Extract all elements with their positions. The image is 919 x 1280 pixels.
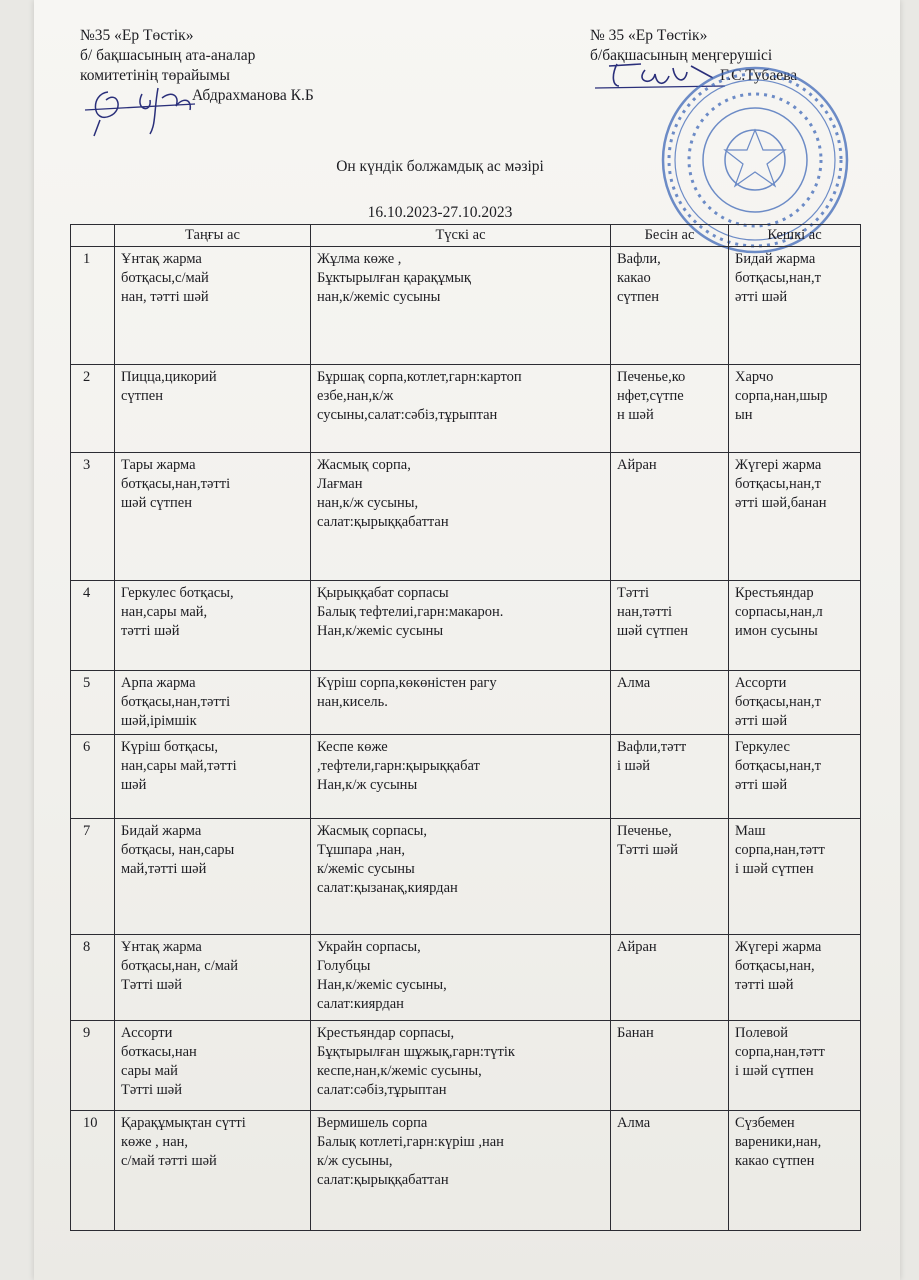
cell-dinner [729,247,861,365]
cell-lunch [311,819,611,935]
row-number: 4 [71,581,115,671]
cell-line: сусыны,салат:сәбіз,тұрыптан [317,407,498,423]
cell-dinner [729,581,861,671]
cell-line: і шәй сүтпен [735,861,814,877]
cell-line: Нан,к/жеміс сусыны, [317,977,447,993]
cell-line: сорпа,нан,шыр [735,388,828,404]
cell-line: ботқасы,нан,тәтті [121,476,231,492]
column-header-breakfast: Таңғы ас [115,225,311,247]
cell-line: сорпа,нан,тәтт [735,1044,825,1060]
cell-line: тәтті шәй [121,623,180,639]
cell-line: шәй сүтпен [121,495,192,511]
table-row [71,247,861,365]
cell-line: Тәтті шәй [121,1082,182,1098]
cell-line: салат:қырыққабаттан [317,514,449,530]
cell-line: әтті шәй,банан [735,495,827,511]
cell-line: н шәй [617,407,654,423]
cell-breakfast [115,819,311,935]
cell-line: боткасы,нан [121,1044,197,1060]
table-row [71,935,861,1021]
cell-line: салат:қызанақ,киярдан [317,880,458,896]
cell-line: ботқасы,нан, с/май [121,958,238,974]
cell-line: Тәтті [617,585,649,601]
cell-dinner [729,671,861,735]
cell-breakfast [115,247,311,365]
cell-line: Ассорти [121,1025,173,1041]
cell-line: Айран [617,457,657,473]
cell-line: езбе,нан,к/ж [317,388,394,404]
row-number: 1 [71,247,115,365]
cell-breakfast [115,1021,311,1111]
cell-line: Ұнтақ жарма [121,251,202,267]
cell-lunch [311,453,611,581]
cell-line: Полевой [735,1025,788,1041]
cell-line: сорпасы,нан,л [735,604,823,620]
row-number: 3 [71,453,115,581]
header-right-line-2: б/бақшасының меңгерушісі [590,47,773,64]
cell-line: вареники,нан, [735,1134,822,1150]
cell-line: Нан,к/жеміс сусыны [317,623,444,639]
cell-line: Күріш сорпа,көкөністен рагу [317,675,497,691]
cell-line: ботқасы,нан,тәтті [121,694,231,710]
cell-line: нан,к/жеміс сусыны [317,289,441,305]
cell-breakfast [115,453,311,581]
cell-breakfast [115,735,311,819]
header-left-line-2: б/ бақшасының ата-аналар [80,47,256,64]
cell-line: нфет,сүтпе [617,388,684,404]
cell-line: әтті шәй [735,289,788,305]
cell-line: ботқасы, нан,сары [121,842,235,858]
menu-period: 16.10.2023-27.10.2023 [367,204,513,221]
cell-dinner [729,819,861,935]
cell-line: і шәй [617,758,651,774]
cell-line: Сүзбемен [735,1115,795,1131]
cell-breakfast [115,671,311,735]
cell-line: Бидай жарма [121,823,202,839]
cell-line: Алма [617,1115,651,1131]
cell-line: нан,кисель. [317,694,388,710]
cell-lunch [311,1021,611,1111]
cell-line: ,тефтели,гарн:қырыққабат [317,758,480,774]
cell-line: Пицца,цикорий [121,369,217,385]
cell-line: Вафли, [617,251,661,267]
row-number: 2 [71,365,115,453]
cell-snack [611,935,729,1021]
header-right-signer: Г.С.Тубаева [720,67,798,84]
cell-lunch [311,671,611,735]
cell-line: Вермишель сорпа [317,1115,428,1131]
cell-line: Голубцы [317,958,371,974]
cell-line: Ұнтақ жарма [121,939,202,955]
cell-line: Қарақұмықтан сүтті [121,1115,246,1131]
cell-line: ын [735,407,753,423]
cell-lunch [311,365,611,453]
row-number: 7 [71,819,115,935]
cell-snack [611,819,729,935]
cell-line: салат:киярдан [317,996,404,1012]
cell-line: шәй [121,777,147,793]
cell-line: Арпа жарма [121,675,196,691]
cell-lunch [311,581,611,671]
cell-line: нан,сары май, [121,604,208,620]
cell-line: май,тәтті шәй [121,861,207,877]
cell-line: Крестьяндар [735,585,814,601]
cell-snack [611,671,729,735]
cell-snack [611,247,729,365]
menu-table [70,224,861,1231]
header-left-signer: Абдрахманова К.Б [192,87,314,104]
column-header-dinner: Кешкі ас [729,225,861,247]
cell-line: әтті шәй [735,713,788,729]
cell-line: ботқасы,нан, [735,958,815,974]
cell-line: Бұктырылған қарақұмық [317,270,471,286]
cell-breakfast [115,365,311,453]
cell-line: Бұршақ сорпа,котлет,гарн:картоп [317,369,522,385]
table-row [71,365,861,453]
cell-snack [611,1021,729,1111]
cell-line: көже , нан, [121,1134,189,1150]
table-row [71,453,861,581]
cell-line: ботқасы,с/май [121,270,209,286]
cell-lunch [311,1111,611,1231]
cell-breakfast [115,1111,311,1231]
cell-line: Жүгері жарма [735,939,822,955]
header-left-line-3: комитетінің төрайымы [80,67,230,84]
row-number: 9 [71,1021,115,1111]
cell-line: Кеспе көже [317,739,388,755]
table-row [71,581,861,671]
cell-line: Печенье, [617,823,672,839]
cell-line: Маш [735,823,766,839]
cell-line: салат:сәбіз,тұрыптан [317,1082,447,1098]
cell-snack [611,735,729,819]
cell-line: Печенье,ко [617,369,686,385]
cell-line: ботқасы,нан,т [735,758,821,774]
cell-line: Алма [617,675,651,691]
cell-snack [611,1111,729,1231]
cell-lunch [311,247,611,365]
cell-line: какао [617,270,651,286]
cell-line: сорпа,нан,тәтт [735,842,825,858]
cell-line: с/май тәтті шәй [121,1153,217,1169]
table-header-row [71,225,861,247]
cell-line: Бидай жарма [735,251,816,267]
cell-line: әтті шәй [735,777,788,793]
cell-lunch [311,735,611,819]
table-row [71,735,861,819]
table-row [71,1111,861,1231]
cell-dinner [729,453,861,581]
cell-line: сүтпен [121,388,163,404]
column-header-number [71,225,115,247]
cell-line: Вафли,тәтт [617,739,687,755]
cell-line: Харчо [735,369,774,385]
cell-line: тәтті шәй [735,977,794,993]
cell-line: Жасмық сорпасы, [317,823,428,839]
cell-line: салат:қырыққабаттан [317,1172,449,1188]
cell-line: шәй сүтпен [617,623,688,639]
cell-line: Тәтті шәй [121,977,182,993]
row-number: 10 [71,1111,115,1231]
table-row [71,819,861,935]
cell-line: какао сүтпен [735,1153,815,1169]
cell-line: нан,к/ж сусыны, [317,495,419,511]
cell-lunch [311,935,611,1021]
cell-line: Бұқтырылған шұжық,гарн:түтік [317,1044,515,1060]
header-right-line-1: № 35 «Ер Төстік» [590,27,708,44]
cell-line: Украйн сорпасы, [317,939,421,955]
cell-line: шәй,ірімшік [121,713,197,729]
cell-line: кеспе,нан,к/жеміс сусыны, [317,1063,482,1079]
cell-breakfast [115,935,311,1021]
cell-dinner [729,1111,861,1231]
cell-line: Жүгері жарма [735,457,822,473]
cell-line: Тәтті шәй [617,842,678,858]
cell-line: ботқасы,нан,т [735,694,821,710]
row-number: 6 [71,735,115,819]
cell-line: Балық котлеті,гарн:күріш ,нан [317,1134,504,1150]
cell-line: к/ж сусыны, [317,1153,393,1169]
cell-line: Геркулес [735,739,790,755]
cell-snack [611,365,729,453]
cell-line: Ассорти [735,675,787,691]
cell-line: Геркулес ботқасы, [121,585,234,601]
cell-line: сүтпен [617,289,659,305]
cell-line: ботқасы,нан,т [735,476,821,492]
cell-dinner [729,365,861,453]
cell-line: нан,сары май,тәтті [121,758,237,774]
cell-line: к/жеміс сусыны [317,861,415,877]
cell-snack [611,453,729,581]
cell-line: Қырыққабат сорпасы [317,585,449,601]
cell-line: нан, тәтті шәй [121,289,209,305]
table-row [71,1021,861,1111]
row-number: 8 [71,935,115,1021]
row-number: 5 [71,671,115,735]
column-header-lunch: Түскі ас [311,225,611,247]
cell-line: Айран [617,939,657,955]
cell-dinner [729,735,861,819]
cell-line: Нан,к/ж сусыны [317,777,418,793]
cell-dinner [729,1021,861,1111]
cell-line: сары май [121,1063,178,1079]
cell-line: і шәй сүтпен [735,1063,814,1079]
cell-line: Жасмық сорпа, [317,457,411,473]
cell-line: Лағман [317,476,363,492]
left-signature [80,80,200,140]
cell-line: Тұшпара ,нан, [317,842,405,858]
cell-line: Банан [617,1025,654,1041]
cell-line: имон сусыны [735,623,818,639]
cell-line: Күріш ботқасы, [121,739,219,755]
cell-breakfast [115,581,311,671]
cell-dinner [729,935,861,1021]
cell-line: нан,тәтті [617,604,673,620]
cell-line: ботқасы,нан,т [735,270,821,286]
cell-line: Крестьяндар сорпасы, [317,1025,455,1041]
cell-line: Жұлма көже , [317,251,402,267]
menu-title: Он күндік болжамдық ас мәзірі [336,158,544,175]
cell-line: Балық тефтелиі,гарн:макарон. [317,604,504,620]
header-left-line-1: №35 «Ер Төстік» [80,27,194,44]
column-header-snack: Бесін ас [611,225,729,247]
cell-line: Тары жарма [121,457,196,473]
cell-snack [611,581,729,671]
table-row [71,671,861,735]
